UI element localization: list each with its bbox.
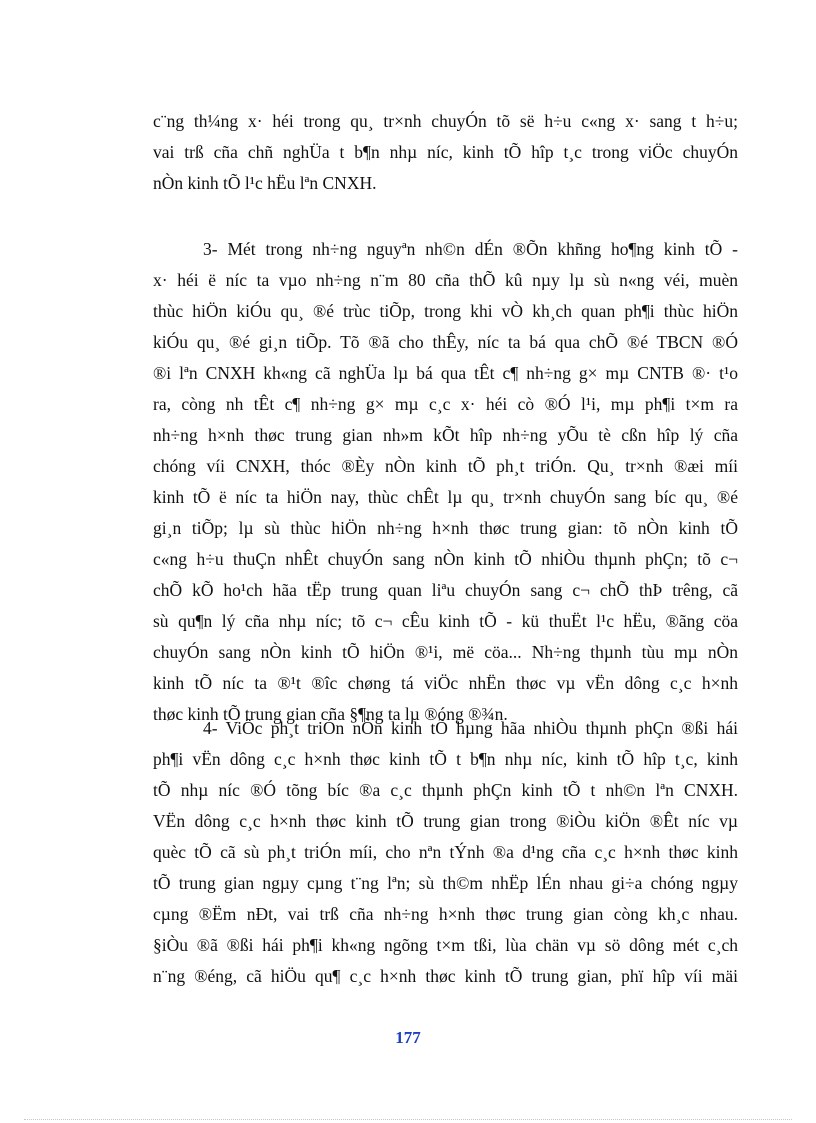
text-line: nh÷ng h×nh thøc trung gian nh»m kÕt hîp nh÷ng yÕu tè cßn hîp lý cña: [153, 425, 738, 445]
text-line: thøc kinh tÕ trung gian cña §¶ng ta lµ ®óng ®¾n.: [153, 704, 508, 724]
text-line: gi¸n tiÕp; lµ sù thùc hiÖn nh÷ng h×nh thøc trung gian: tõ nÒn kinh tÕ: [153, 518, 738, 538]
text-line: nÒn kinh tÕ l¹c hËu lªn CNXH.: [153, 173, 377, 193]
text-line: quèc tÕ cã sù ph¸t triÓn míi, cho nªn tÝnh ®a d¹ng cña c¸c h×nh thøc kinh: [153, 842, 738, 862]
text-line: ®i lªn CNXH kh«ng cã nghÜa lµ bá qua tÊt c¶ nh÷ng g× mµ CNTB ®· t¹o: [153, 363, 738, 383]
text-line: chuyÓn sang nÒn kinh tÕ hiÖn ®¹i, më cöa... Nh÷ng thµnh tùu mµ nÒn: [153, 642, 738, 662]
text-line: VËn dông c¸c h×nh thøc kinh tÕ trung gian trong ®iÒu kiÖn ®Êt níc vµ: [153, 811, 738, 831]
text-line: cµng ®Ëm nÐt, vai trß cña nh÷ng h×nh thøc trung gian còng kh¸c nhau.: [153, 904, 738, 924]
text-line: thùc hiÖn kiÓu qu¸ ®é trùc tiÕp, trong khi vÒ kh¸ch quan ph¶i thùc hiÖn: [153, 301, 738, 321]
text-line: vai trß cña chñ nghÜa t b¶n nhµ níc, kinh tÕ hîp t¸c trong viÖc chuyÓn: [153, 142, 738, 162]
text-line: chÕ kÕ ho¹ch hãa tËp trung quan liªu chuyÓn sang c¬ chÕ thÞ trêng, cã: [153, 580, 738, 600]
text-line: ra, còng nh tÊt c¶ nh÷ng g× mµ c¸c x· héi cò ®Ó l¹i, mµ ph¶i t×m ra: [153, 394, 738, 414]
text-line: n¨ng ®éng, cã hiÖu qu¶ c¸c h×nh thøc kinh tÕ trung gian, phï hîp víi mäi: [153, 966, 738, 986]
text-line: sù qu¶n lý cña nhµ níc; tõ c¬ cÊu kinh tÕ - kü thuËt l¹c hËu, ®ãng cöa: [153, 611, 738, 631]
page-number: 177: [395, 1028, 421, 1047]
text-line: kiÓu qu¸ ®é gi¸n tiÕp. Tõ ®ã cho thÊy, níc ta bá qua chÕ ®é TBCN ®Ó: [153, 332, 738, 352]
text-line: §iÒu ®ã ®ßi hái ph¶i kh«ng ngõng t×m tßi, lùa chän vµ sö dông mét c¸ch: [153, 935, 738, 955]
text-line: 3- Mét trong nh÷ng nguyªn nh©n dÉn ®Õn khñng ho¶ng kinh tÕ -: [203, 239, 738, 259]
paragraph-point-3: [153, 234, 738, 730]
text-line: ph¶i vËn dông c¸c h×nh thøc kinh tÕ t b¶n nhµ níc, kinh tÕ hîp t¸c, kinh: [153, 749, 738, 769]
text-line: 4- ViÖc ph¸t triÓn nÒn kinh tÕ hµng hãa nhiÒu thµnh phÇn ®ßi hái: [203, 718, 738, 738]
text-line: chóng víi CNXH, thóc ®Èy nÒn kinh tÕ ph¸t triÓn. Qu¸ tr×nh ®æi míi: [153, 456, 738, 476]
text-line: tÕ trung gian ngµy cµng t¨ng lªn; sù th©m nhËp lÉn nhau gi÷a chóng ngµy: [153, 873, 738, 893]
paragraph-continuation: [153, 106, 738, 199]
page-bottom-divider: [24, 1119, 792, 1120]
text-line: tÕ nhµ níc ®Ó tõng bíc ®a c¸c thµnh phÇn kinh tÕ t nh©n lªn CNXH.: [153, 780, 738, 800]
text-line: c¨ng th¼ng x· héi trong qu¸ tr×nh chuyÓn tõ së h÷u c«ng x· sang t h÷u;: [153, 111, 738, 131]
text-line: x· héi ë níc ta vµo nh÷ng n¨m 80 cña thÕ kû nµy lµ sù n«ng véi, muèn: [153, 270, 738, 290]
paragraph-point-4: [153, 713, 738, 992]
text-line: kinh tÕ ë níc ta hiÖn nay, thùc chÊt lµ qu¸ tr×nh chuyÓn sang bíc qu¸ ®é: [153, 487, 738, 507]
text-line: kinh tÕ níc ta ®¹t ®îc chøng tá viÖc nhËn thøc vµ vËn dông c¸c h×nh: [153, 673, 738, 693]
text-line: c«ng h÷u thuÇn nhÊt chuyÓn sang nÒn kinh tÕ nhiÒu thµnh phÇn; tõ c¬: [153, 549, 738, 569]
